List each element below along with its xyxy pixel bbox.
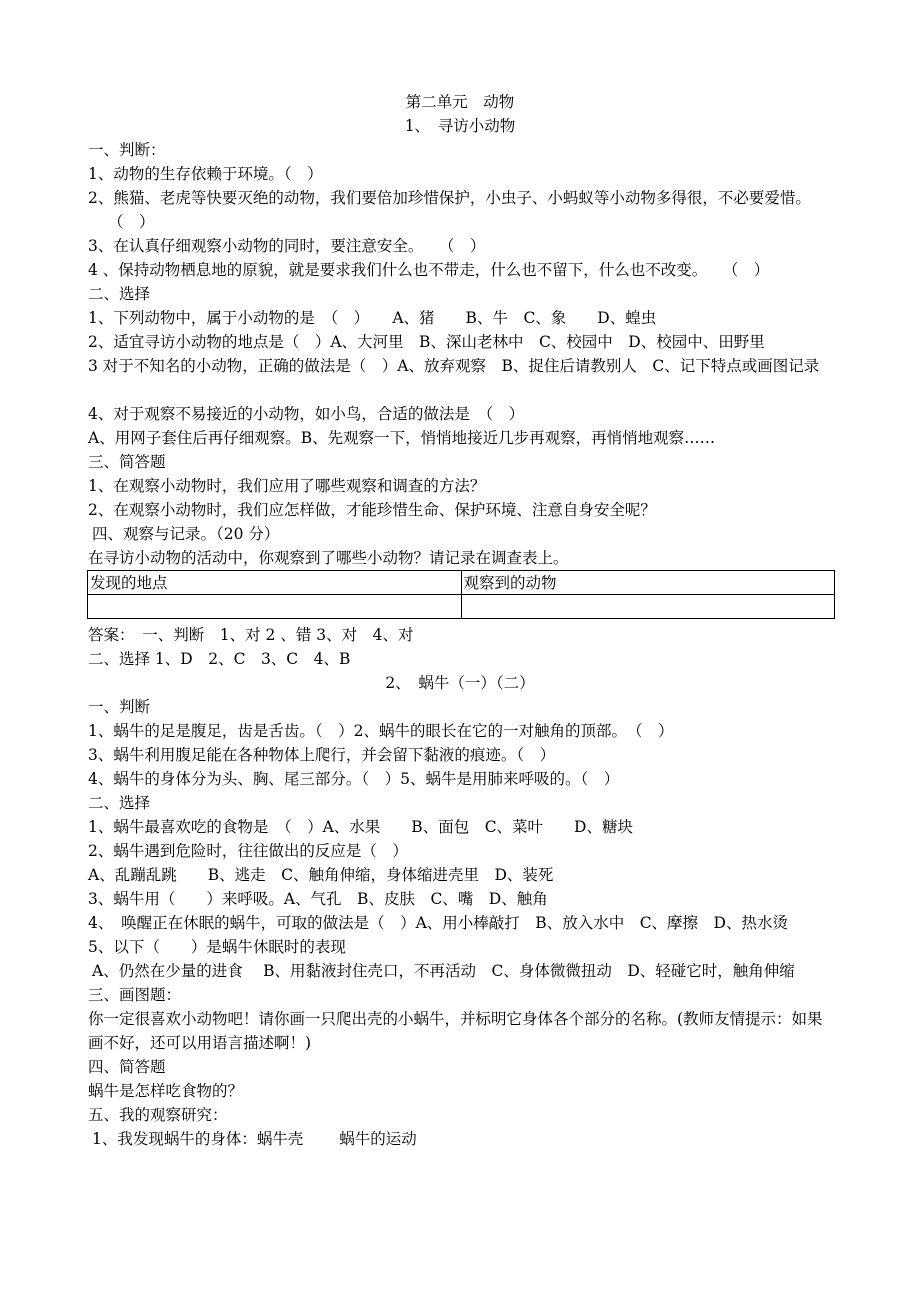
s1-observation-heading: 四、观察与记录。（20 分）	[92, 525, 280, 543]
section-1-title: 1、 寻访小动物	[404, 117, 516, 135]
s1-short-answer-q2: 2、在观察小动物时，我们应怎样做，才能珍惜生命、保护环境、注意自身安全呢？	[88, 501, 656, 519]
s2-judgment-line-2: 3、蜗牛利用腹足能在各种物体上爬行，并会留下黏液的痕迹。（ ）	[88, 746, 556, 764]
section-2-title: 2、 蜗牛（一）（二）	[385, 674, 535, 692]
s1-choice-q2: 2、适宜寻访小动物的地点是（ ）A、大河里 B、深山老林中 C、校园中 D、校园中、田野里	[88, 333, 765, 351]
s2-choice-q1: 1、蜗牛最喜欢吃的食物是 （ ）A、水果 B、面包 C、菜叶 D、糖块	[88, 818, 633, 836]
s2-drawing-heading: 三、画图题：	[88, 986, 182, 1004]
s1-choice-q1: 1、下列动物中，属于小动物的是 （ ） A、猪 B、牛 C、象 D、蝗虫	[88, 309, 657, 327]
s1-judgment-q4: 4 、保持动物栖息地的原貌，就是要求我们什么也不带走，什么也不留下，什么也不改变。 （ ）	[88, 261, 770, 279]
s1-judgment-q2: 2、熊猫、老虎等快要灭绝的动物，我们要倍加珍惜保护，小虫子、小蚂蚁等小动物多得很，不必要爱惜。	[88, 189, 811, 207]
s2-judgment-heading: 一、判断	[88, 698, 151, 716]
s1-choice-q3: 3 对于不知名的小动物，正确的做法是（ ）A、放弃观察 B、捉住后请教别人 C、记下特点或画图记录	[88, 357, 820, 375]
unit-title: 第二单元 动物	[405, 93, 515, 111]
s2-short-answer-heading: 四、简答题	[88, 1058, 166, 1076]
s2-choice-q5: 5、以下（ ）是蜗牛休眠时的表现	[88, 938, 346, 956]
table-header-animals: 观察到的动物	[461, 571, 835, 595]
s2-choice-q3: 3、蜗牛用（ ）来呼吸。A、气孔 B、皮肤 C、嘴 D、触角	[88, 890, 548, 908]
s1-short-answer-heading: 三、简答题	[88, 453, 166, 471]
s2-judgment-line-3: 4、蜗牛的身体分为头、胸、尾三部分。（ ）5、蜗牛是用肺来呼吸的。（ ）	[88, 770, 620, 788]
s2-choice-q2-options: A、乱蹦乱跳 B、逃走 C、触角伸缩，身体缩进壳里 D、装死	[88, 866, 554, 884]
s1-short-answer-q1: 1、在观察小动物时，我们应用了哪些观察和调查的方法？	[88, 477, 486, 495]
s2-choice-q2: 2、蜗牛遇到危险时，往往做出的反应是（ ）	[88, 842, 408, 860]
s1-choice-heading: 二、选择	[88, 285, 151, 303]
s2-research-heading: 五、我的观察研究：	[88, 1106, 228, 1124]
s1-choice-q4-options: A、用网子套住后再仔细观察。B、先观察一下，悄悄地接近几步再观察，再悄悄地观察……	[88, 429, 716, 447]
s1-judgment-heading: 一、判断：	[88, 141, 166, 159]
table-cell-location[interactable]	[88, 595, 462, 619]
s1-judgment-q1: 1、动物的生存依赖于环境。（ ）	[88, 165, 323, 183]
table-header-row	[88, 571, 835, 595]
s2-research-q1: 1、我发现蜗牛的身体：蜗牛壳 蜗牛的运动	[92, 1130, 417, 1148]
s1-observation-prompt: 在寻访小动物的活动中，你观察到了哪些小动物？请记录在调查表上。	[88, 549, 569, 567]
s2-choice-q5-options: A、仍然在少量的进食 B、用黏液封住壳口，不再活动 C、身体微微扭动 D、轻碰它时，触角伸缩	[92, 962, 795, 980]
s1-judgment-q2-bracket: （ ）	[108, 213, 155, 231]
table-cell-animals[interactable]	[461, 595, 835, 619]
s2-judgment-line-1: 1、蜗牛的足是腹足，齿是舌齿。（ ）2、蜗牛的眼长在它的一对触角的顶部。 （ ）	[88, 722, 674, 740]
s2-choice-heading: 二、选择	[88, 794, 151, 812]
s1-judgment-q3: 3、在认真仔细观察小动物的同时，要注意安全。 （ ）	[88, 237, 486, 255]
s1-answers-line-1: 答案： 一、判断 1、对 2 、错 3、对 4、对	[88, 626, 414, 644]
survey-table	[87, 570, 835, 619]
s2-drawing-prompt: 你一定很喜欢小动物吧！请你画一只爬出壳的小蜗牛，并标明它身体各个部分的名称。(教师友情提示：如果画不好，还可以用语言描述啊！)	[88, 1010, 823, 1052]
s2-short-answer-q: 蜗牛是怎样吃食物的？	[88, 1082, 244, 1100]
s1-choice-q4: 4、对于观察不易接近的小动物，如小鸟，合适的做法是 （ ）	[88, 405, 525, 423]
s1-answers-line-2: 二、选择 1、D 2、C 3、C 4、B	[88, 650, 351, 668]
table-header-location: 发现的地点	[88, 571, 462, 595]
table-row	[88, 595, 835, 619]
s2-choice-q4: 4、 唤醒正在休眠的蜗牛，可取的做法是（ ）A、用小棒敲打 B、放入水中 C、摩擦 D、热水烫	[88, 914, 788, 932]
